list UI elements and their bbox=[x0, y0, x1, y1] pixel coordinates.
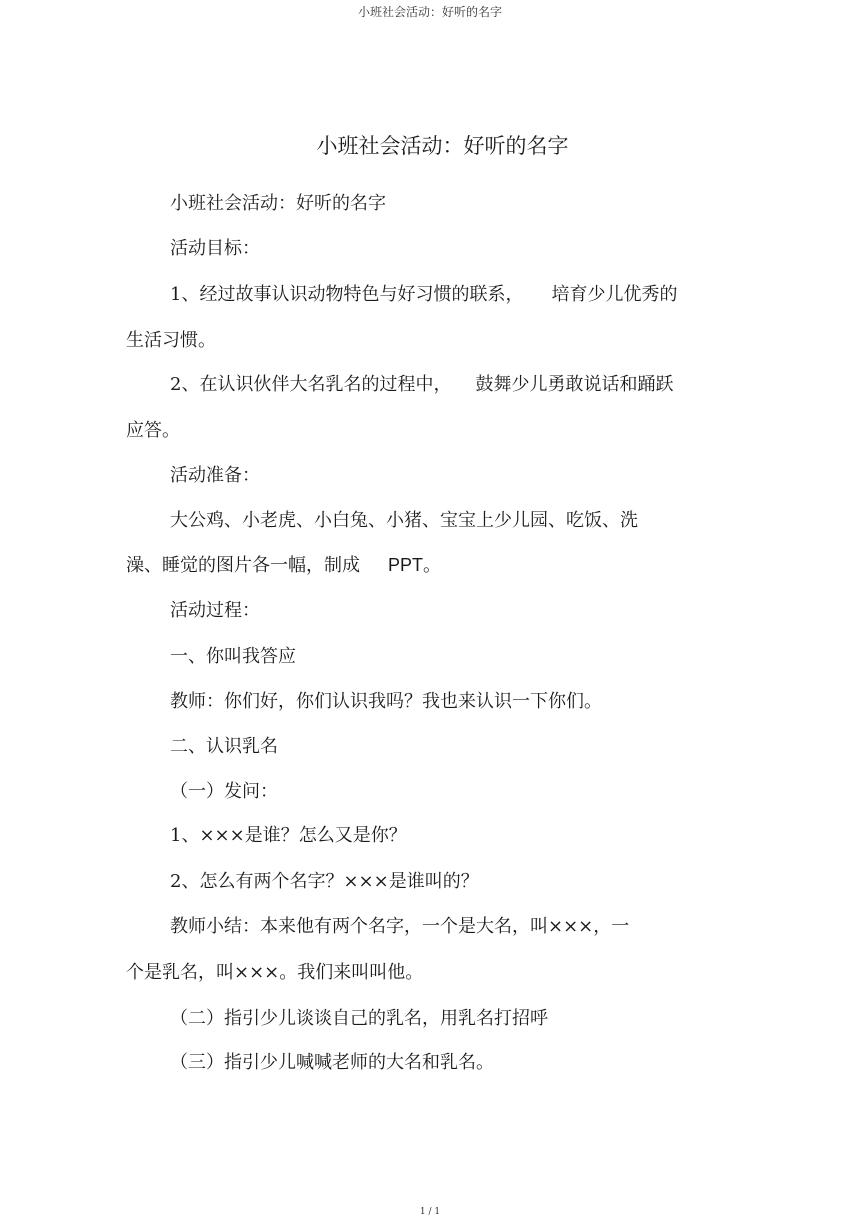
prep-ppt: PPT bbox=[388, 555, 424, 575]
subtitle: 小班社会活动：好听的名字 bbox=[170, 193, 386, 214]
sub-step-1: （一）发问： bbox=[170, 781, 278, 802]
question-1: 1、×××是谁？怎么又是你？ bbox=[170, 825, 407, 846]
goal-1-part-b: 培育少儿优秀的 bbox=[551, 284, 678, 305]
goal-1-line-1 bbox=[170, 285, 677, 305]
sub-step-2: （二）指引少儿谈谈自己的乳名，用乳名打招呼 bbox=[170, 1008, 548, 1029]
goal-1-part-a: 1、经过故事认识动物特色与好习惯的联系， bbox=[170, 284, 524, 305]
goal-2-part-a: 2、在认识伙伴大名乳名的过程中， bbox=[170, 374, 452, 395]
prep-heading: 活动准备： bbox=[170, 465, 260, 486]
document-title: 小班社会活动：好听的名字 bbox=[316, 134, 569, 158]
page-number: 1 / 1 bbox=[419, 1207, 441, 1217]
goal-2-part-b: 鼓舞少儿勇敢说话和踊跃 bbox=[475, 374, 674, 395]
goal-2-line-2: 应答。 bbox=[126, 420, 180, 441]
step-2: 二、认识乳名 bbox=[170, 736, 278, 757]
summary-line-2: 个是乳名，叫×××。我们来叫叫他。 bbox=[126, 962, 424, 983]
prep-end: 。 bbox=[423, 555, 442, 576]
sub-step-3: （三）指引少儿喊喊老师的大名和乳名。 bbox=[170, 1052, 494, 1073]
question-2: 2、怎么有两个名字？×××是谁叫的？ bbox=[170, 871, 479, 892]
prep-line-2 bbox=[126, 555, 441, 576]
goal-1-line-2: 生活习惯。 bbox=[126, 330, 216, 351]
step-1: 一、你叫我答应 bbox=[170, 646, 296, 667]
prep-part-b: 澡、睡觉的图片各一幅，制成 bbox=[126, 555, 360, 576]
goals-heading: 活动目标： bbox=[170, 238, 260, 259]
summary-line-1: 教师小结：本来他有两个名字，一个是大名，叫×××，一 bbox=[170, 916, 630, 937]
running-header: 小班社会活动：好听的名字 bbox=[357, 5, 502, 19]
process-heading: 活动过程： bbox=[170, 600, 260, 621]
teacher-line-1: 教师：你们好，你们认识我吗？我也来认识一下你们。 bbox=[170, 691, 602, 712]
prep-line-1: 大公鸡、小老虎、小白兔、小猪、宝宝上少儿园、吃饭、洗 bbox=[170, 510, 638, 531]
goal-2-line-1 bbox=[170, 375, 673, 395]
